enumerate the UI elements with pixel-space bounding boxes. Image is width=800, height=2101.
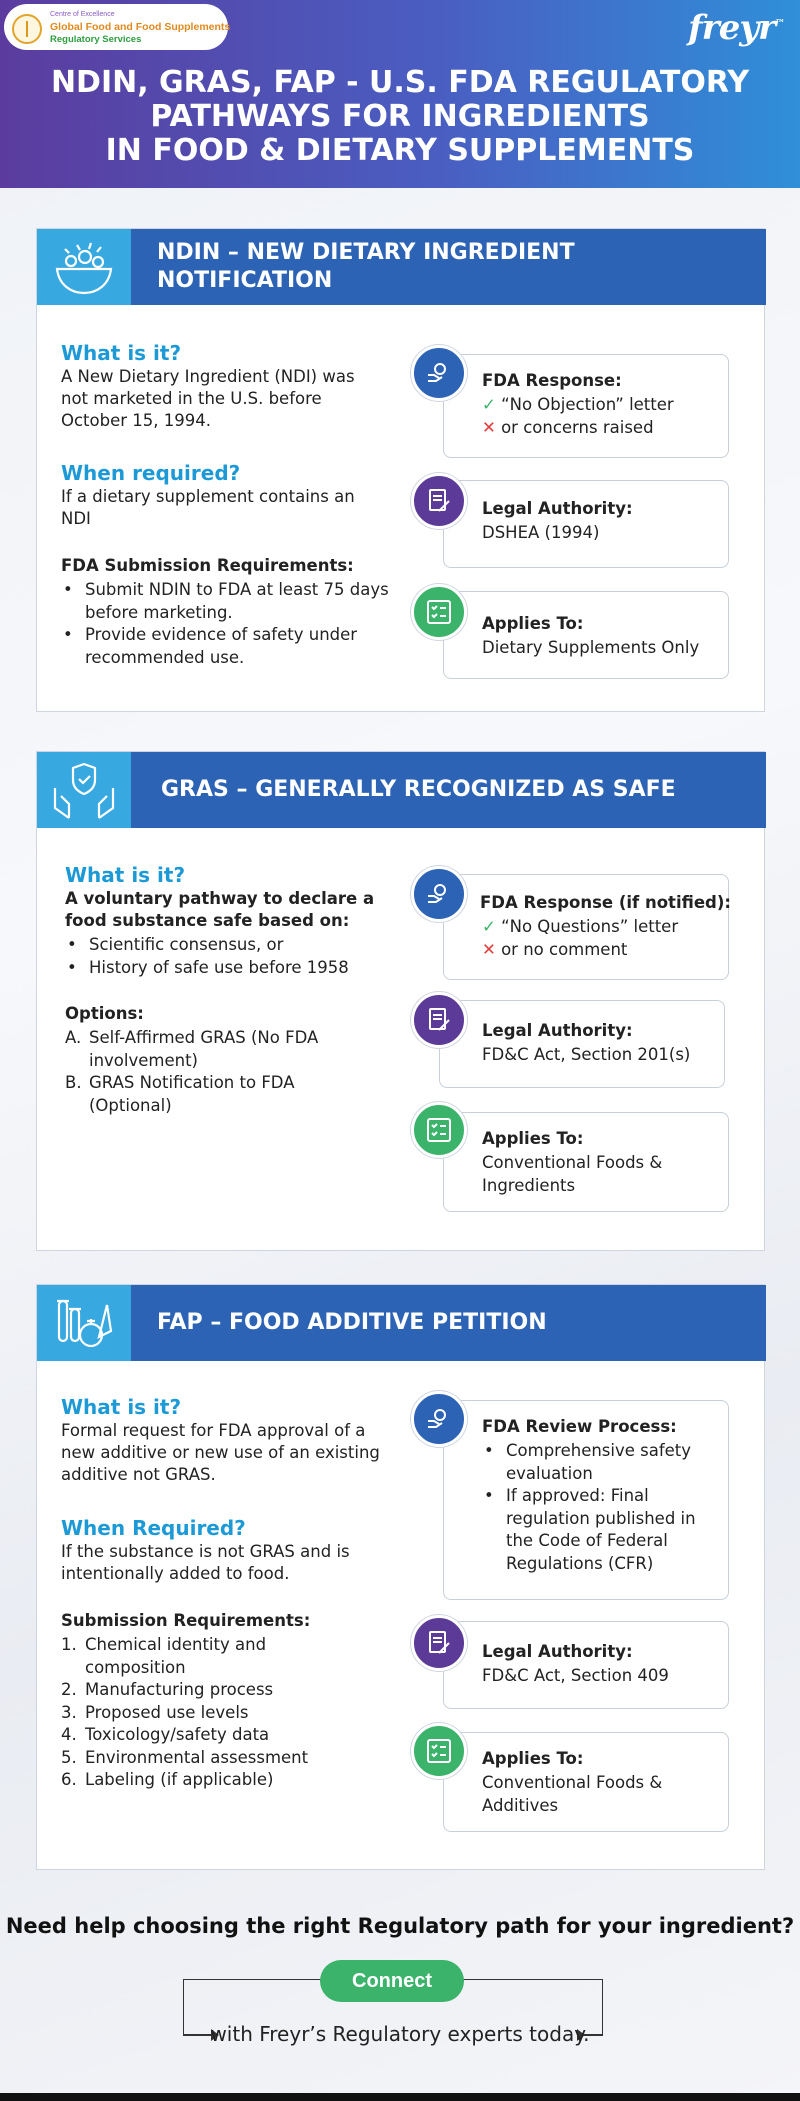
response-title: FDA Response (if notified): — [480, 893, 731, 912]
gras-basis-list — [65, 934, 385, 979]
connect-button[interactable]: Connect — [320, 1960, 464, 2002]
checklist-icon — [411, 1723, 467, 1779]
authority-title: Legal Authority: — [482, 1021, 633, 1040]
cta-subtext: with Freyr’s Regulatory experts today. — [210, 2022, 590, 2046]
document-sign-icon — [411, 992, 467, 1048]
checklist-icon — [411, 1102, 467, 1158]
response-check-line: ✓ “No Questions” letter — [482, 917, 679, 936]
list-item: 2. Manufacturing process — [61, 1680, 274, 1699]
fap-when-text: If the substance is not GRAS and is intentionally added to food. — [61, 1542, 350, 1583]
checklist-icon — [411, 584, 467, 640]
fap-what-heading: What is it? — [61, 1395, 182, 1419]
gras-authority-box — [439, 1000, 725, 1088]
gras-what-bold: A voluntary pathway to declare a food substance safe based on: — [65, 889, 375, 930]
applies-title: Applies To: — [482, 614, 584, 633]
list-item: 1. Chemical identity and composition — [61, 1635, 267, 1677]
gras-applies-box — [443, 1112, 729, 1212]
ndin-section — [36, 228, 765, 712]
gras-options-heading: Options: — [65, 1004, 144, 1023]
ndin-submission-list — [61, 579, 391, 669]
check-icon: ✓ — [482, 395, 496, 414]
authority-title: Legal Authority: — [482, 1642, 633, 1661]
applies-text: Conventional Foods & Ingredients — [482, 1153, 663, 1195]
hand-gear-icon — [411, 1391, 467, 1447]
ndin-what-text: A New Dietary Ingredient (NDI) was not marketed in the U.S. before October 15, 1994. — [61, 367, 355, 430]
list-item: • Submit NDIN to FDA at least 75 days before marketing. — [61, 579, 391, 624]
response-cross-line: ✕ or concerns raised — [482, 418, 654, 437]
check-icon: ✓ — [482, 917, 496, 936]
response-title: FDA Response: — [482, 371, 622, 390]
list-item: 6. Labeling (if applicable) — [61, 1770, 274, 1789]
fap-when-heading: When Required? — [61, 1516, 246, 1540]
list-item: • History of safe use before 1958 — [65, 957, 385, 980]
fap-review-box — [443, 1400, 729, 1600]
response-check-line: ✓ “No Objection” letter — [482, 395, 674, 414]
fap-authority-box — [443, 1621, 729, 1709]
page-header — [0, 0, 800, 188]
list-item: 3. Proposed use levels — [61, 1702, 249, 1722]
fap-what-text: Formal request for FDA approval of a new additive or new use of an existing additive not GRAS. — [61, 1421, 380, 1484]
authority-text: FD&C Act, Section 201(s) — [482, 1045, 691, 1064]
applies-text: Conventional Foods & Additives — [482, 1773, 663, 1815]
logo-caption: Centre of Excellence — [50, 11, 115, 18]
applies-text: Dietary Supplements Only — [482, 638, 700, 657]
applies-title: Applies To: — [482, 1129, 584, 1148]
document-sign-icon — [411, 473, 467, 529]
gras-header — [37, 752, 766, 828]
coe-logo[interactable] — [4, 4, 231, 50]
list-item: • Provide evidence of safety under recommended use. — [61, 624, 391, 669]
gras-title: GRAS – GENERALLY RECOGNIZED AS SAFE — [161, 777, 676, 802]
list-item: • If approved: Final regulation published in the Code of Federal Regulations (CFR) — [482, 1485, 722, 1575]
fap-applies-box — [443, 1732, 729, 1832]
ndin-submission-heading: FDA Submission Requirements: — [61, 556, 354, 575]
fap-submission-list — [61, 1634, 351, 1792]
hand-gear-icon — [411, 866, 467, 922]
gras-options-list — [65, 1027, 355, 1117]
list-item: 5. Environmental assessment — [61, 1747, 309, 1767]
hand-gear-icon — [411, 345, 467, 401]
ndin-title: NDIN – NEW DIETARY INGREDIENT NOTIFICATION — [157, 240, 575, 293]
applies-title: Applies To: — [482, 1749, 584, 1768]
authority-text: FD&C Act, Section 409 — [482, 1666, 669, 1685]
ndin-authority-box — [443, 480, 729, 568]
list-item: 4. Toxicology/safety data — [61, 1725, 270, 1744]
ndin-applies-box — [443, 591, 729, 679]
gras-response-box — [443, 874, 729, 980]
ndin-response-box — [443, 354, 729, 458]
ndin-header — [37, 229, 766, 305]
list-item: A. Self-Affirmed GRAS (No FDA involvement) — [65, 1028, 319, 1070]
logo-line-1: Global Food and Food Supplements — [50, 21, 231, 33]
fap-header — [37, 1285, 766, 1361]
fap-submission-heading: Submission Requirements: — [61, 1611, 311, 1630]
authority-text: DSHEA (1994) — [482, 523, 600, 542]
document-sign-icon — [411, 1615, 467, 1671]
ndin-when-text: If a dietary supplement contains an NDI — [61, 487, 355, 528]
cta-question: Need help choosing the right Regulatory path for your ingredient? — [5, 1914, 795, 1938]
bottom-bar — [0, 2093, 800, 2101]
ndin-when-heading: When required? — [61, 461, 241, 485]
wheat-badge-icon — [12, 14, 42, 44]
list-item: B. GRAS Notification to FDA (Optional) — [65, 1073, 295, 1115]
fap-title: FAP – FOOD ADDITIVE PETITION — [157, 1310, 547, 1335]
cross-icon: ✕ — [482, 940, 496, 959]
response-cross-line: ✕ or no comment — [482, 940, 628, 959]
review-title: FDA Review Process: — [482, 1417, 677, 1436]
authority-title: Legal Authority: — [482, 499, 633, 518]
test-tubes-vegetables-icon — [37, 1285, 131, 1361]
fap-section — [36, 1284, 765, 1870]
gras-section — [36, 751, 765, 1251]
list-item: • Comprehensive safety evaluation — [482, 1440, 722, 1485]
food-bowl-icon — [37, 229, 131, 305]
list-item: • Scientific consensus, or — [65, 934, 385, 957]
freyr-logo[interactable]: freyr™ — [688, 8, 784, 48]
page-title: NDIN, GRAS, FAP - U.S. FDA REGULATORY PATHWAYS FOR INGREDIENTS IN FOOD & DIETARY SUPPLEMENTS — [50, 65, 750, 168]
fap-review-list — [482, 1440, 722, 1575]
hands-shield-icon — [37, 752, 131, 828]
cross-icon: ✕ — [482, 418, 496, 437]
gras-what-heading: What is it? — [65, 863, 186, 887]
ndin-what-heading: What is it? — [61, 341, 182, 365]
logo-line-2: Regulatory Services — [50, 34, 142, 45]
